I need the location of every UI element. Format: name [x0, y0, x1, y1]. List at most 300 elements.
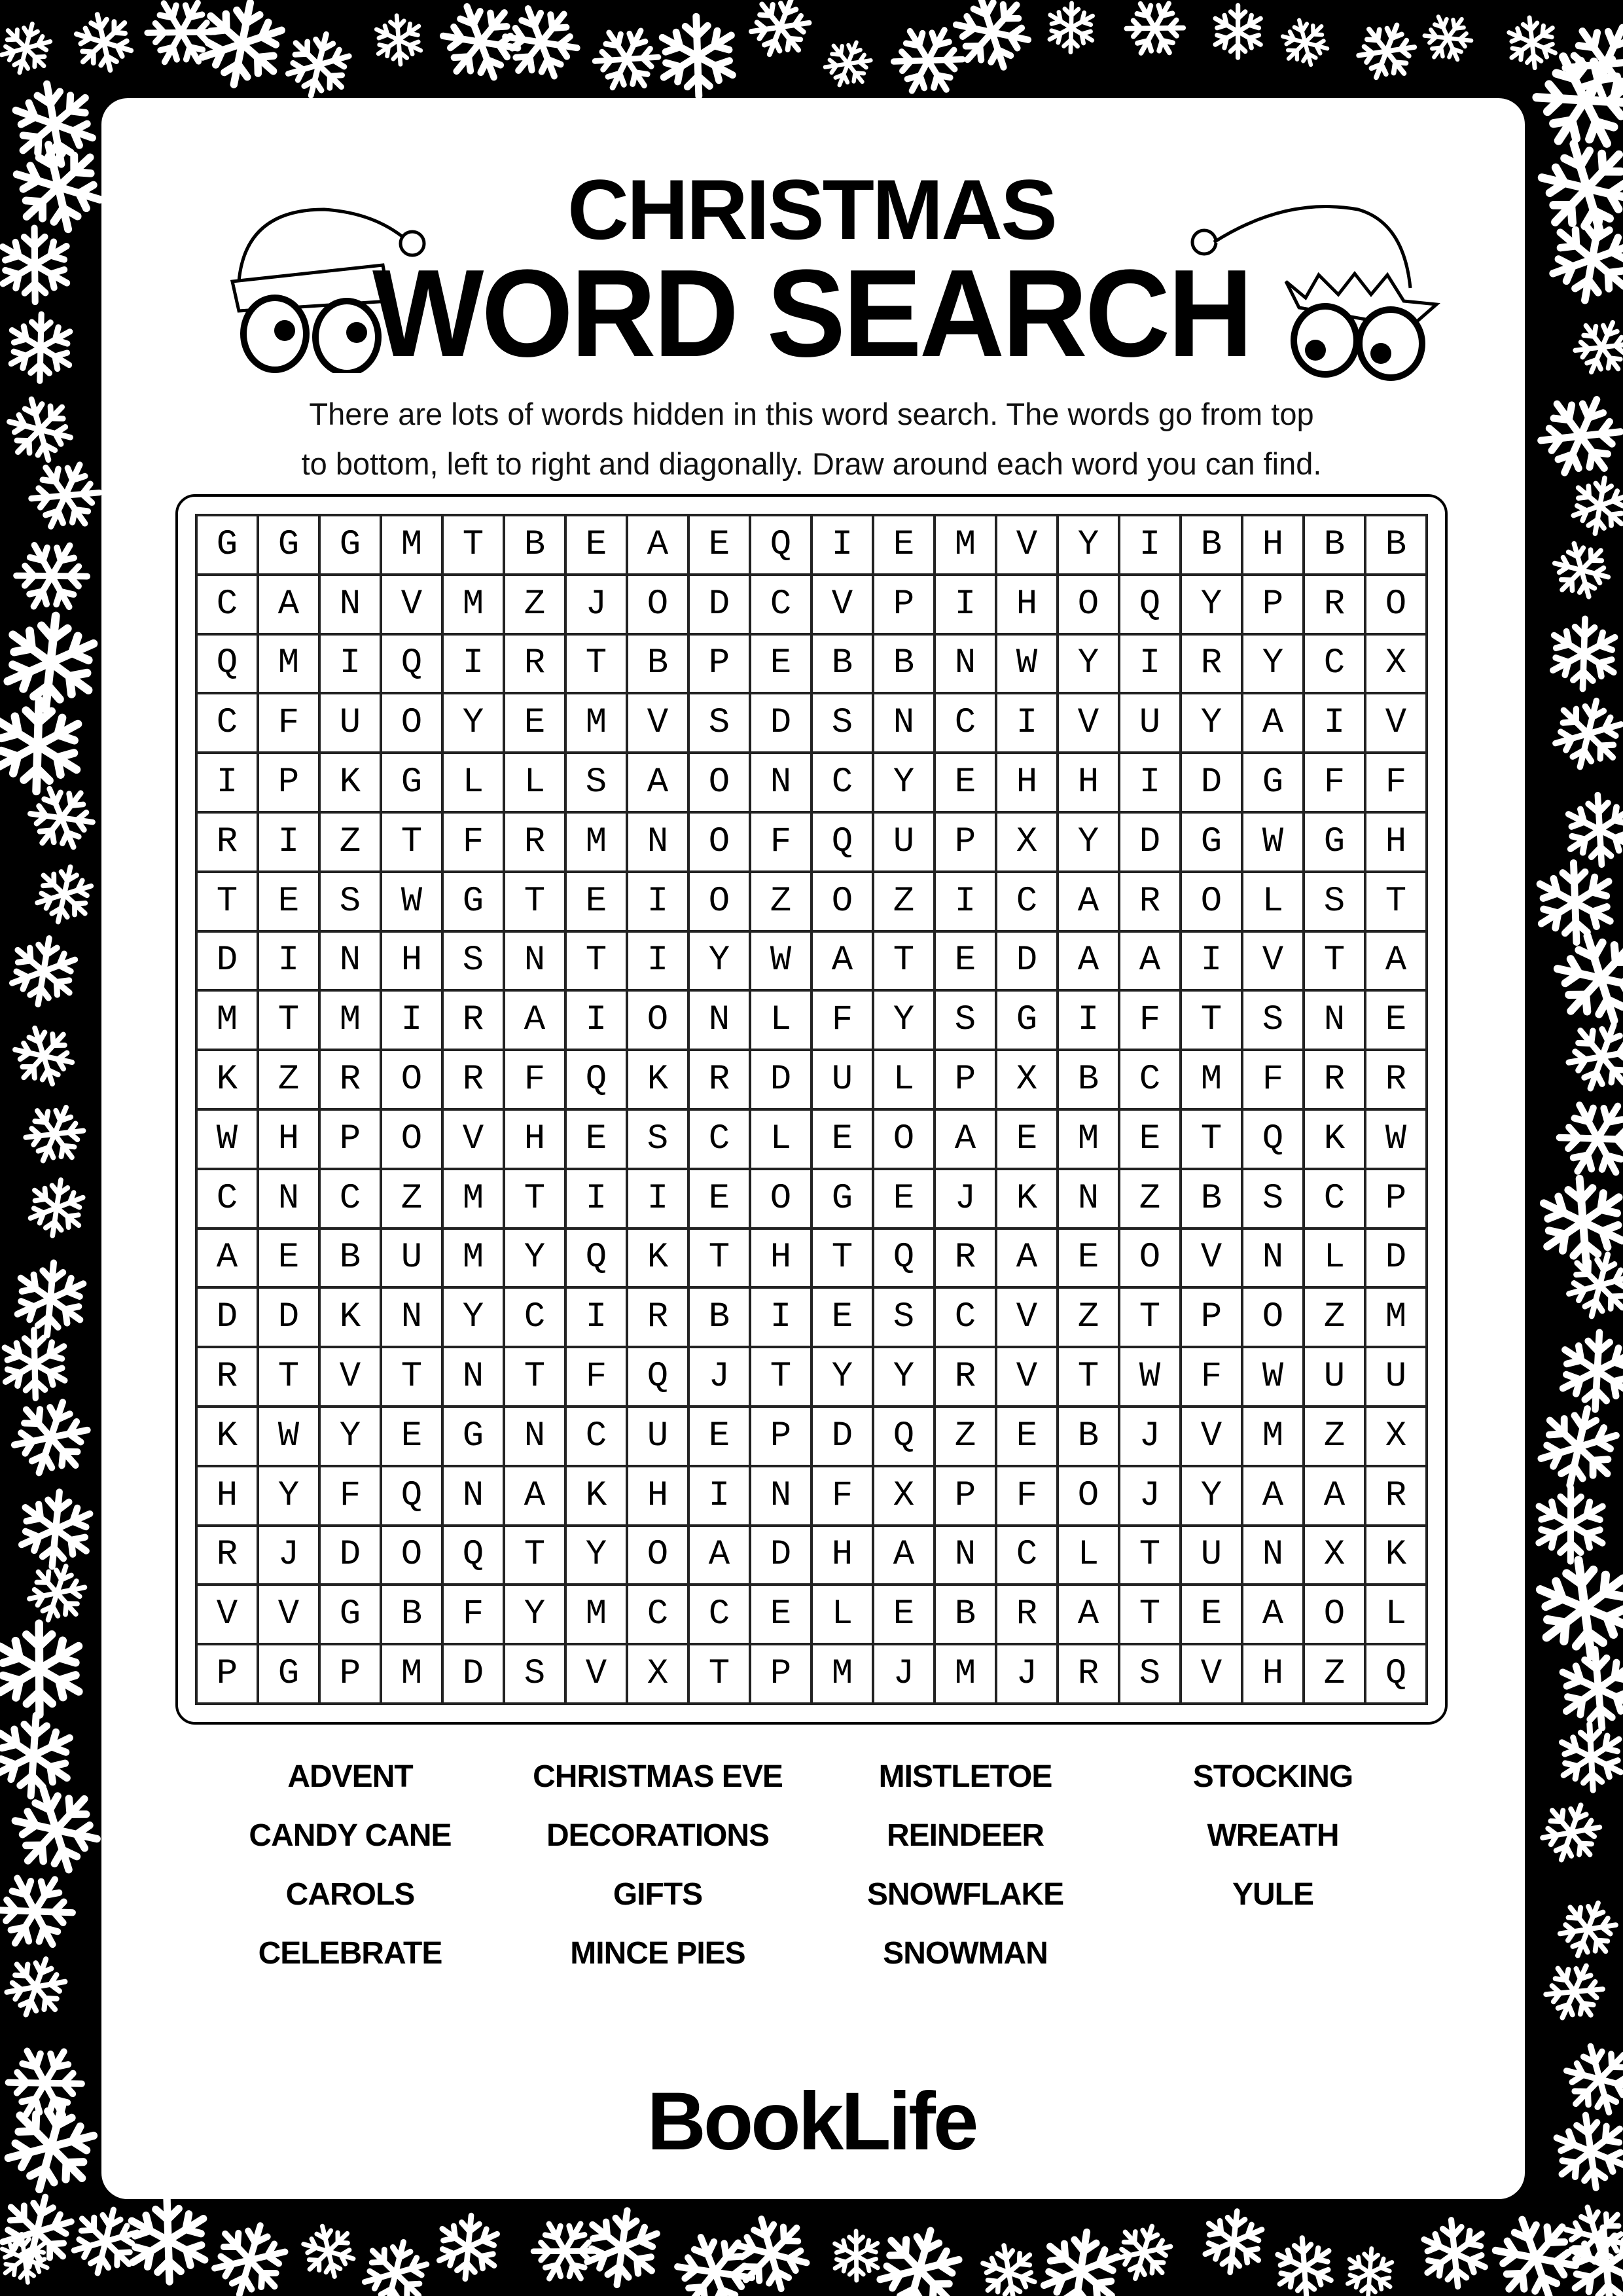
- grid-cell[interactable]: T: [504, 1526, 565, 1585]
- grid-cell[interactable]: H: [196, 1466, 258, 1526]
- grid-cell[interactable]: A: [1058, 931, 1119, 991]
- grid-cell[interactable]: F: [442, 1585, 504, 1644]
- grid-cell[interactable]: H: [381, 931, 442, 991]
- grid-cell[interactable]: G: [812, 1169, 873, 1229]
- grid-cell[interactable]: R: [627, 1287, 688, 1347]
- grid-cell[interactable]: I: [1304, 693, 1365, 753]
- grid-cell[interactable]: E: [381, 1407, 442, 1466]
- grid-cell[interactable]: Z: [935, 1407, 996, 1466]
- grid-cell[interactable]: T: [1119, 1526, 1181, 1585]
- grid-cell[interactable]: V: [996, 515, 1058, 575]
- grid-cell[interactable]: A: [688, 1526, 750, 1585]
- grid-cell[interactable]: J: [935, 1169, 996, 1229]
- grid-cell[interactable]: J: [873, 1644, 935, 1704]
- grid-cell[interactable]: T: [1119, 1585, 1181, 1644]
- grid-cell[interactable]: R: [196, 1347, 258, 1407]
- grid-cell[interactable]: H: [750, 1229, 812, 1288]
- grid-cell[interactable]: N: [442, 1347, 504, 1407]
- grid-cell[interactable]: W: [996, 634, 1058, 694]
- grid-cell[interactable]: F: [750, 812, 812, 872]
- grid-cell[interactable]: L: [504, 753, 565, 812]
- grid-cell[interactable]: R: [1365, 1050, 1427, 1109]
- grid-cell[interactable]: Q: [1119, 575, 1181, 634]
- grid-cell[interactable]: A: [1365, 931, 1427, 991]
- grid-cell[interactable]: E: [873, 515, 935, 575]
- grid-cell[interactable]: R: [1181, 634, 1242, 694]
- grid-cell[interactable]: U: [319, 693, 381, 753]
- grid-cell[interactable]: Z: [1304, 1407, 1365, 1466]
- grid-cell[interactable]: C: [688, 1109, 750, 1169]
- grid-cell[interactable]: H: [1365, 812, 1427, 872]
- grid-cell[interactable]: G: [196, 515, 258, 575]
- grid-cell[interactable]: E: [1365, 990, 1427, 1050]
- grid-cell[interactable]: F: [1242, 1050, 1304, 1109]
- grid-cell[interactable]: P: [750, 1407, 812, 1466]
- grid-cell[interactable]: F: [504, 1050, 565, 1109]
- grid-cell[interactable]: O: [1058, 575, 1119, 634]
- grid-cell[interactable]: D: [258, 1287, 319, 1347]
- grid-cell[interactable]: I: [442, 634, 504, 694]
- grid-cell[interactable]: Y: [504, 1585, 565, 1644]
- grid-cell[interactable]: A: [1242, 1466, 1304, 1526]
- grid-cell[interactable]: Z: [1304, 1644, 1365, 1704]
- grid-cell[interactable]: K: [319, 1287, 381, 1347]
- grid-cell[interactable]: T: [258, 1347, 319, 1407]
- grid-cell[interactable]: A: [1304, 1466, 1365, 1526]
- grid-cell[interactable]: D: [812, 1407, 873, 1466]
- grid-cell[interactable]: P: [258, 753, 319, 812]
- grid-cell[interactable]: O: [688, 872, 750, 931]
- grid-cell[interactable]: Z: [1058, 1287, 1119, 1347]
- grid-cell[interactable]: P: [319, 1109, 381, 1169]
- grid-cell[interactable]: C: [996, 1526, 1058, 1585]
- grid-cell[interactable]: S: [1304, 872, 1365, 931]
- grid-cell[interactable]: E: [873, 1585, 935, 1644]
- grid-cell[interactable]: X: [873, 1466, 935, 1526]
- grid-cell[interactable]: C: [319, 1169, 381, 1229]
- grid-cell[interactable]: Z: [319, 812, 381, 872]
- grid-cell[interactable]: S: [812, 693, 873, 753]
- grid-cell[interactable]: U: [381, 1229, 442, 1288]
- grid-cell[interactable]: P: [1242, 575, 1304, 634]
- grid-cell[interactable]: N: [1304, 990, 1365, 1050]
- grid-cell[interactable]: O: [1058, 1466, 1119, 1526]
- grid-cell[interactable]: Y: [1181, 693, 1242, 753]
- grid-cell[interactable]: H: [996, 575, 1058, 634]
- grid-cell[interactable]: T: [812, 1229, 873, 1288]
- grid-cell[interactable]: W: [750, 931, 812, 991]
- grid-cell[interactable]: I: [935, 575, 996, 634]
- grid-cell[interactable]: O: [688, 753, 750, 812]
- grid-cell[interactable]: R: [688, 1050, 750, 1109]
- grid-cell[interactable]: I: [812, 515, 873, 575]
- grid-cell[interactable]: U: [1181, 1526, 1242, 1585]
- grid-cell[interactable]: F: [812, 1466, 873, 1526]
- grid-cell[interactable]: J: [1119, 1407, 1181, 1466]
- grid-cell[interactable]: W: [1242, 812, 1304, 872]
- grid-cell[interactable]: I: [258, 812, 319, 872]
- grid-cell[interactable]: X: [996, 1050, 1058, 1109]
- grid-cell[interactable]: U: [627, 1407, 688, 1466]
- grid-cell[interactable]: D: [750, 693, 812, 753]
- grid-cell[interactable]: X: [996, 812, 1058, 872]
- grid-cell[interactable]: Q: [381, 634, 442, 694]
- grid-cell[interactable]: A: [873, 1526, 935, 1585]
- grid-cell[interactable]: G: [996, 990, 1058, 1050]
- grid-cell[interactable]: X: [627, 1644, 688, 1704]
- grid-cell[interactable]: N: [258, 1169, 319, 1229]
- grid-cell[interactable]: N: [1058, 1169, 1119, 1229]
- grid-cell[interactable]: Y: [1181, 575, 1242, 634]
- grid-cell[interactable]: O: [381, 1526, 442, 1585]
- grid-cell[interactable]: B: [1058, 1407, 1119, 1466]
- grid-cell[interactable]: U: [1365, 1347, 1427, 1407]
- grid-cell[interactable]: M: [381, 515, 442, 575]
- grid-cell[interactable]: R: [196, 1526, 258, 1585]
- grid-cell[interactable]: V: [258, 1585, 319, 1644]
- grid-cell[interactable]: F: [565, 1347, 627, 1407]
- grid-cell[interactable]: B: [319, 1229, 381, 1288]
- grid-cell[interactable]: G: [319, 1585, 381, 1644]
- grid-cell[interactable]: T: [504, 1347, 565, 1407]
- grid-cell[interactable]: W: [1119, 1347, 1181, 1407]
- grid-cell[interactable]: J: [996, 1644, 1058, 1704]
- grid-cell[interactable]: N: [381, 1287, 442, 1347]
- grid-cell[interactable]: M: [442, 1169, 504, 1229]
- grid-cell[interactable]: G: [258, 1644, 319, 1704]
- grid-cell[interactable]: B: [935, 1585, 996, 1644]
- grid-cell[interactable]: T: [565, 931, 627, 991]
- grid-cell[interactable]: E: [935, 931, 996, 991]
- grid-cell[interactable]: B: [1365, 515, 1427, 575]
- grid-cell[interactable]: T: [750, 1347, 812, 1407]
- grid-cell[interactable]: V: [627, 693, 688, 753]
- grid-cell[interactable]: L: [442, 753, 504, 812]
- grid-cell[interactable]: O: [1119, 1229, 1181, 1288]
- grid-cell[interactable]: J: [1119, 1466, 1181, 1526]
- grid-cell[interactable]: I: [196, 753, 258, 812]
- grid-cell[interactable]: R: [1058, 1644, 1119, 1704]
- grid-cell[interactable]: V: [812, 575, 873, 634]
- grid-cell[interactable]: T: [504, 872, 565, 931]
- grid-cell[interactable]: R: [504, 634, 565, 694]
- grid-cell[interactable]: G: [258, 515, 319, 575]
- grid-cell[interactable]: X: [1365, 1407, 1427, 1466]
- grid-cell[interactable]: L: [1304, 1229, 1365, 1288]
- grid-cell[interactable]: C: [935, 693, 996, 753]
- grid-cell[interactable]: V: [1181, 1229, 1242, 1288]
- grid-cell[interactable]: N: [935, 1526, 996, 1585]
- grid-cell[interactable]: A: [196, 1229, 258, 1288]
- grid-cell[interactable]: B: [1181, 1169, 1242, 1229]
- grid-cell[interactable]: J: [565, 575, 627, 634]
- grid-cell[interactable]: E: [688, 1407, 750, 1466]
- grid-cell[interactable]: B: [688, 1287, 750, 1347]
- grid-cell[interactable]: R: [504, 812, 565, 872]
- grid-cell[interactable]: Z: [381, 1169, 442, 1229]
- grid-cell[interactable]: M: [565, 1585, 627, 1644]
- grid-cell[interactable]: W: [196, 1109, 258, 1169]
- grid-cell[interactable]: X: [1304, 1526, 1365, 1585]
- grid-cell[interactable]: Q: [873, 1407, 935, 1466]
- grid-cell[interactable]: Y: [873, 753, 935, 812]
- grid-cell[interactable]: F: [258, 693, 319, 753]
- grid-cell[interactable]: N: [688, 990, 750, 1050]
- grid-cell[interactable]: C: [935, 1287, 996, 1347]
- grid-cell[interactable]: V: [442, 1109, 504, 1169]
- grid-cell[interactable]: Y: [812, 1347, 873, 1407]
- grid-cell[interactable]: I: [627, 931, 688, 991]
- grid-cell[interactable]: F: [1181, 1347, 1242, 1407]
- grid-cell[interactable]: E: [1058, 1229, 1119, 1288]
- grid-cell[interactable]: M: [812, 1644, 873, 1704]
- grid-cell[interactable]: A: [1242, 1585, 1304, 1644]
- grid-cell[interactable]: N: [504, 1407, 565, 1466]
- grid-cell[interactable]: T: [1365, 872, 1427, 931]
- grid-cell[interactable]: I: [1181, 931, 1242, 991]
- grid-cell[interactable]: C: [812, 753, 873, 812]
- grid-cell[interactable]: R: [996, 1585, 1058, 1644]
- grid-cell[interactable]: B: [1181, 515, 1242, 575]
- grid-cell[interactable]: Q: [565, 1050, 627, 1109]
- grid-cell[interactable]: P: [1181, 1287, 1242, 1347]
- grid-cell[interactable]: A: [996, 1229, 1058, 1288]
- grid-cell[interactable]: G: [1242, 753, 1304, 812]
- grid-cell[interactable]: R: [442, 990, 504, 1050]
- grid-cell[interactable]: F: [442, 812, 504, 872]
- grid-cell[interactable]: V: [319, 1347, 381, 1407]
- grid-cell[interactable]: F: [1365, 753, 1427, 812]
- grid-cell[interactable]: I: [565, 990, 627, 1050]
- grid-cell[interactable]: U: [812, 1050, 873, 1109]
- grid-cell[interactable]: V: [1181, 1407, 1242, 1466]
- grid-cell[interactable]: G: [442, 1407, 504, 1466]
- grid-cell[interactable]: H: [504, 1109, 565, 1169]
- grid-cell[interactable]: V: [996, 1347, 1058, 1407]
- grid-cell[interactable]: Y: [1058, 634, 1119, 694]
- grid-cell[interactable]: S: [935, 990, 996, 1050]
- grid-cell[interactable]: A: [627, 753, 688, 812]
- grid-cell[interactable]: A: [1242, 693, 1304, 753]
- grid-cell[interactable]: G: [1304, 812, 1365, 872]
- grid-cell[interactable]: S: [1119, 1644, 1181, 1704]
- grid-cell[interactable]: V: [1242, 931, 1304, 991]
- grid-cell[interactable]: C: [1119, 1050, 1181, 1109]
- grid-cell[interactable]: Y: [1058, 812, 1119, 872]
- grid-cell[interactable]: I: [750, 1287, 812, 1347]
- grid-cell[interactable]: V: [996, 1287, 1058, 1347]
- grid-cell[interactable]: A: [258, 575, 319, 634]
- grid-cell[interactable]: O: [627, 1526, 688, 1585]
- grid-cell[interactable]: A: [1058, 1585, 1119, 1644]
- grid-cell[interactable]: E: [935, 753, 996, 812]
- grid-cell[interactable]: E: [750, 634, 812, 694]
- grid-cell[interactable]: C: [996, 872, 1058, 931]
- grid-cell[interactable]: P: [196, 1644, 258, 1704]
- grid-cell[interactable]: C: [1304, 634, 1365, 694]
- grid-cell[interactable]: T: [1119, 1287, 1181, 1347]
- grid-cell[interactable]: B: [627, 634, 688, 694]
- grid-cell[interactable]: I: [935, 872, 996, 931]
- grid-cell[interactable]: H: [1242, 515, 1304, 575]
- grid-cell[interactable]: M: [1242, 1407, 1304, 1466]
- grid-cell[interactable]: I: [319, 634, 381, 694]
- grid-cell[interactable]: K: [196, 1407, 258, 1466]
- grid-cell[interactable]: L: [873, 1050, 935, 1109]
- grid-cell[interactable]: Q: [196, 634, 258, 694]
- grid-cell[interactable]: A: [1119, 931, 1181, 991]
- grid-cell[interactable]: Y: [442, 693, 504, 753]
- grid-cell[interactable]: V: [381, 575, 442, 634]
- grid-cell[interactable]: R: [935, 1229, 996, 1288]
- grid-cell[interactable]: M: [935, 1644, 996, 1704]
- grid-cell[interactable]: Z: [873, 872, 935, 931]
- grid-cell[interactable]: M: [1058, 1109, 1119, 1169]
- grid-cell[interactable]: D: [1365, 1229, 1427, 1288]
- grid-cell[interactable]: L: [1058, 1526, 1119, 1585]
- grid-cell[interactable]: S: [1242, 990, 1304, 1050]
- grid-cell[interactable]: Z: [1119, 1169, 1181, 1229]
- grid-cell[interactable]: K: [196, 1050, 258, 1109]
- grid-cell[interactable]: Y: [504, 1229, 565, 1288]
- grid-cell[interactable]: I: [1119, 515, 1181, 575]
- grid-cell[interactable]: O: [381, 1109, 442, 1169]
- grid-cell[interactable]: N: [627, 812, 688, 872]
- grid-cell[interactable]: O: [750, 1169, 812, 1229]
- grid-cell[interactable]: L: [812, 1585, 873, 1644]
- grid-cell[interactable]: D: [750, 1526, 812, 1585]
- grid-cell[interactable]: F: [1304, 753, 1365, 812]
- grid-cell[interactable]: G: [381, 753, 442, 812]
- grid-cell[interactable]: R: [935, 1347, 996, 1407]
- grid-cell[interactable]: C: [565, 1407, 627, 1466]
- grid-cell[interactable]: K: [565, 1466, 627, 1526]
- grid-cell[interactable]: C: [196, 693, 258, 753]
- grid-cell[interactable]: S: [565, 753, 627, 812]
- grid-cell[interactable]: A: [1058, 872, 1119, 931]
- grid-cell[interactable]: E: [688, 515, 750, 575]
- grid-cell[interactable]: Q: [1242, 1109, 1304, 1169]
- grid-cell[interactable]: E: [504, 693, 565, 753]
- grid-cell[interactable]: Z: [258, 1050, 319, 1109]
- grid-cell[interactable]: S: [319, 872, 381, 931]
- grid-cell[interactable]: E: [812, 1287, 873, 1347]
- grid-cell[interactable]: Y: [873, 1347, 935, 1407]
- grid-cell[interactable]: E: [258, 872, 319, 931]
- grid-cell[interactable]: T: [565, 634, 627, 694]
- grid-cell[interactable]: I: [996, 693, 1058, 753]
- grid-cell[interactable]: D: [319, 1526, 381, 1585]
- grid-cell[interactable]: I: [688, 1466, 750, 1526]
- grid-cell[interactable]: M: [442, 1229, 504, 1288]
- grid-cell[interactable]: I: [627, 1169, 688, 1229]
- grid-cell[interactable]: O: [1242, 1287, 1304, 1347]
- grid-cell[interactable]: Q: [381, 1466, 442, 1526]
- grid-cell[interactable]: Q: [627, 1347, 688, 1407]
- grid-cell[interactable]: E: [565, 515, 627, 575]
- grid-cell[interactable]: M: [319, 990, 381, 1050]
- grid-cell[interactable]: S: [1242, 1169, 1304, 1229]
- grid-cell[interactable]: N: [750, 753, 812, 812]
- grid-cell[interactable]: G: [319, 515, 381, 575]
- grid-cell[interactable]: O: [381, 693, 442, 753]
- grid-cell[interactable]: V: [1181, 1644, 1242, 1704]
- grid-cell[interactable]: W: [381, 872, 442, 931]
- grid-cell[interactable]: Q: [1365, 1644, 1427, 1704]
- grid-cell[interactable]: D: [1181, 753, 1242, 812]
- grid-cell[interactable]: E: [996, 1407, 1058, 1466]
- grid-cell[interactable]: F: [812, 990, 873, 1050]
- grid-cell[interactable]: K: [1365, 1526, 1427, 1585]
- grid-cell[interactable]: Y: [258, 1466, 319, 1526]
- grid-cell[interactable]: T: [442, 515, 504, 575]
- grid-cell[interactable]: D: [996, 931, 1058, 991]
- grid-cell[interactable]: O: [381, 1050, 442, 1109]
- grid-cell[interactable]: F: [996, 1466, 1058, 1526]
- grid-cell[interactable]: N: [750, 1466, 812, 1526]
- grid-cell[interactable]: Y: [319, 1407, 381, 1466]
- grid-cell[interactable]: L: [1242, 872, 1304, 931]
- grid-cell[interactable]: X: [1365, 634, 1427, 694]
- grid-cell[interactable]: N: [442, 1466, 504, 1526]
- grid-cell[interactable]: R: [1304, 575, 1365, 634]
- grid-cell[interactable]: K: [627, 1050, 688, 1109]
- grid-cell[interactable]: A: [627, 515, 688, 575]
- grid-cell[interactable]: P: [750, 1644, 812, 1704]
- grid-cell[interactable]: A: [504, 990, 565, 1050]
- grid-cell[interactable]: T: [1058, 1347, 1119, 1407]
- grid-cell[interactable]: E: [688, 1169, 750, 1229]
- grid-cell[interactable]: I: [627, 872, 688, 931]
- grid-cell[interactable]: N: [873, 693, 935, 753]
- grid-cell[interactable]: Q: [750, 515, 812, 575]
- grid-cell[interactable]: T: [873, 931, 935, 991]
- grid-cell[interactable]: M: [1365, 1287, 1427, 1347]
- grid-cell[interactable]: D: [196, 931, 258, 991]
- grid-cell[interactable]: M: [258, 634, 319, 694]
- grid-cell[interactable]: O: [812, 872, 873, 931]
- grid-cell[interactable]: D: [442, 1644, 504, 1704]
- grid-cell[interactable]: T: [1181, 1109, 1242, 1169]
- grid-cell[interactable]: T: [688, 1229, 750, 1288]
- grid-cell[interactable]: A: [504, 1466, 565, 1526]
- grid-cell[interactable]: U: [1119, 693, 1181, 753]
- grid-cell[interactable]: P: [873, 575, 935, 634]
- grid-cell[interactable]: Q: [812, 812, 873, 872]
- grid-cell[interactable]: T: [1181, 990, 1242, 1050]
- grid-cell[interactable]: U: [873, 812, 935, 872]
- grid-cell[interactable]: D: [750, 1050, 812, 1109]
- grid-cell[interactable]: C: [196, 575, 258, 634]
- grid-cell[interactable]: K: [627, 1229, 688, 1288]
- grid-cell[interactable]: B: [1304, 515, 1365, 575]
- grid-cell[interactable]: O: [1304, 1585, 1365, 1644]
- grid-cell[interactable]: T: [504, 1169, 565, 1229]
- grid-cell[interactable]: Y: [1242, 634, 1304, 694]
- grid-cell[interactable]: V: [196, 1585, 258, 1644]
- grid-cell[interactable]: H: [627, 1466, 688, 1526]
- grid-cell[interactable]: Y: [565, 1526, 627, 1585]
- grid-cell[interactable]: B: [812, 634, 873, 694]
- grid-cell[interactable]: P: [935, 1466, 996, 1526]
- grid-cell[interactable]: I: [565, 1287, 627, 1347]
- grid-cell[interactable]: P: [935, 1050, 996, 1109]
- grid-cell[interactable]: R: [1119, 872, 1181, 931]
- grid-cell[interactable]: P: [935, 812, 996, 872]
- grid-cell[interactable]: T: [196, 872, 258, 931]
- grid-cell[interactable]: R: [196, 812, 258, 872]
- grid-cell[interactable]: H: [1242, 1644, 1304, 1704]
